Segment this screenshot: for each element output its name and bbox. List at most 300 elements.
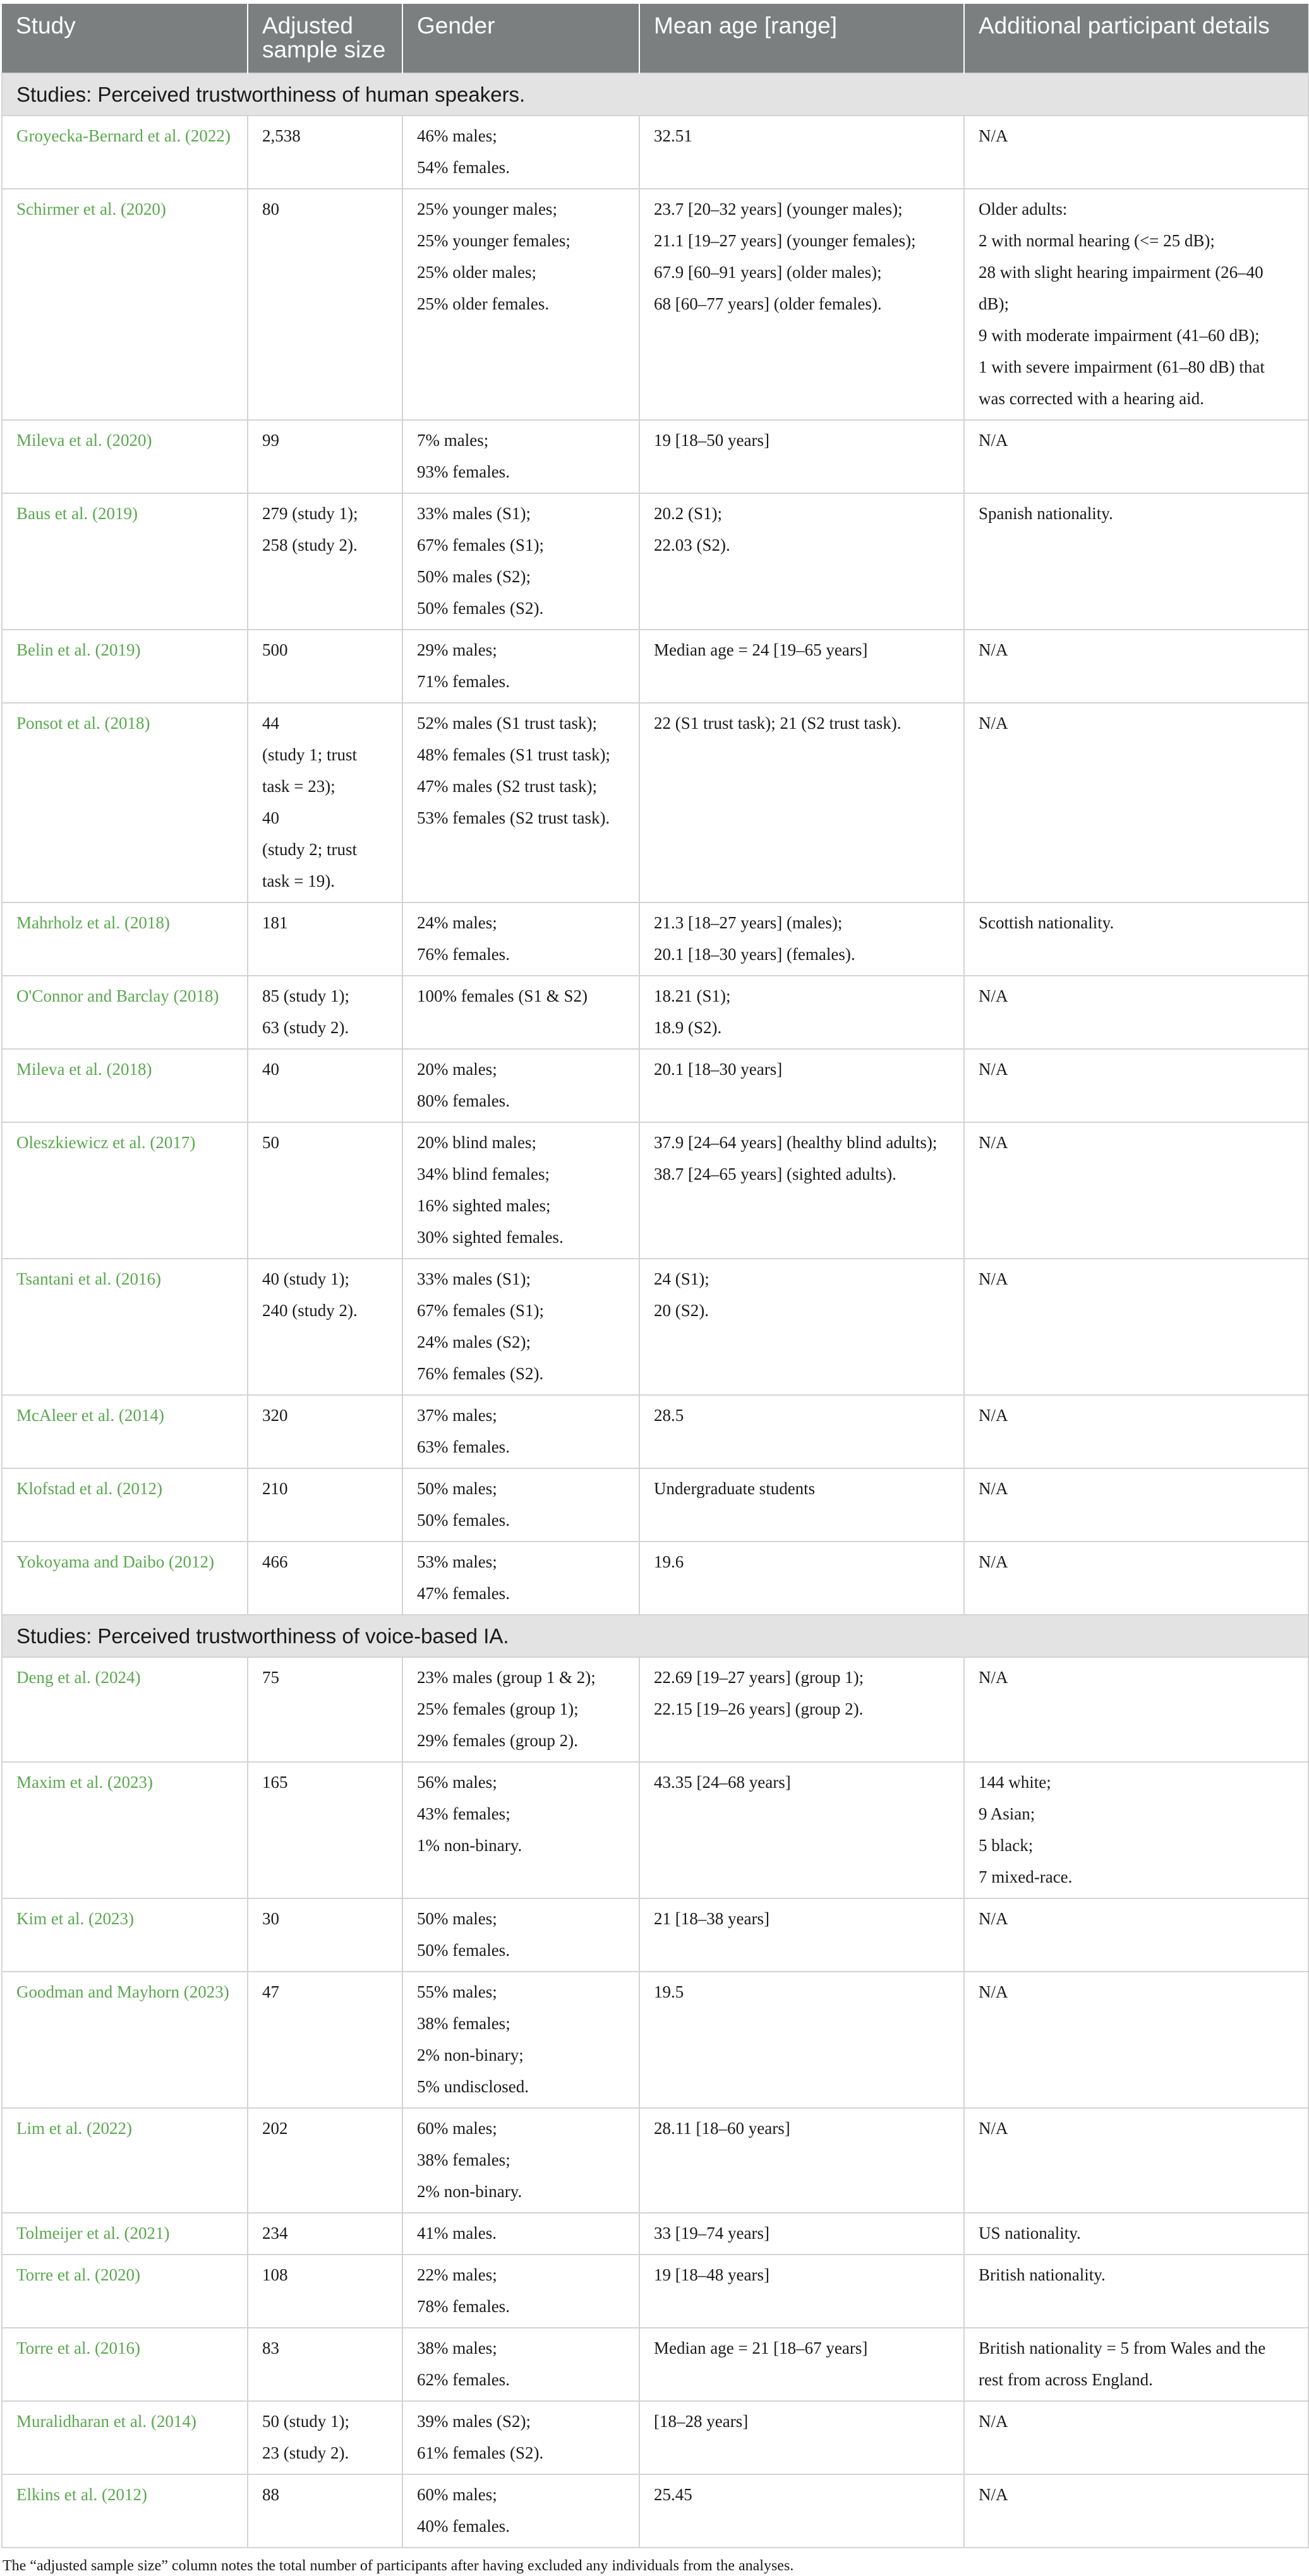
study-link[interactable]: Groyecka-Bernard et al. (2022) <box>2 116 248 189</box>
cell-line: 22.69 [19–27 years] (group 1); <box>654 1668 864 1687</box>
cell-gender <box>402 116 639 189</box>
cell-sample <box>248 2108 402 2213</box>
cell-gender <box>402 902 639 976</box>
cell-sample <box>248 703 402 902</box>
cell-line: 37% males; <box>417 1406 497 1425</box>
cell-line: 202 <box>262 2119 288 2138</box>
cell-line: 234 <box>262 2224 288 2243</box>
cell-line: 22.15 [19–26 years] (group 2). <box>654 1699 864 1718</box>
cell-line: N/A <box>979 431 1008 450</box>
cell-line: 37.9 [24–64 years] (healthy blind adults); <box>654 1133 938 1152</box>
table-row <box>2 1468 1308 1542</box>
cell-gender <box>402 2401 639 2474</box>
cell-line: 40 (study 1); <box>262 1269 349 1288</box>
cell-line: 99 <box>262 431 279 450</box>
cell-line: 5% undisclosed. <box>417 2077 529 2096</box>
cell-line: (study 2; trust task = 19). <box>262 840 358 890</box>
cell-sample <box>248 1049 402 1122</box>
cell-age <box>639 1122 964 1259</box>
cell-details <box>964 420 1308 493</box>
cell-line: N/A <box>979 2119 1008 2138</box>
cell-details <box>964 1542 1308 1615</box>
cell-details <box>964 2328 1308 2401</box>
cell-line: 60% males; <box>417 2485 497 2504</box>
cell-line: 40 <box>262 1060 279 1079</box>
study-link[interactable]: Schirmer et al. (2020) <box>2 189 248 420</box>
table-row <box>2 902 1308 976</box>
cell-line: 23% males (group 1 & 2); <box>417 1668 596 1687</box>
cell-details <box>964 2401 1308 2474</box>
cell-sample <box>248 1259 402 1395</box>
cell-age <box>639 420 964 493</box>
cell-line: 100% females (S1 & S2) <box>417 986 588 1005</box>
cell-line: 50 <box>262 1133 279 1152</box>
cell-line: British nationality = 5 from Wales and the rest from across England. <box>979 2339 1266 2389</box>
cell-line: 56% males; <box>417 1773 497 1792</box>
cell-age <box>639 1468 964 1542</box>
cell-details <box>964 1898 1308 1972</box>
cell-age <box>639 703 964 902</box>
cell-line: 47% females. <box>417 1584 510 1603</box>
cell-line: 50% males; <box>417 1479 497 1498</box>
study-link[interactable]: Baus et al. (2019) <box>2 493 248 630</box>
cell-line: N/A <box>979 2412 1008 2431</box>
cell-line: 320 <box>262 1406 288 1425</box>
cell-line: 5 black; <box>979 1836 1034 1855</box>
study-link[interactable]: Tsantani et al. (2016) <box>2 1259 248 1395</box>
cell-line: [18–28 years] <box>654 2412 749 2431</box>
cell-age <box>639 2474 964 2548</box>
table-row <box>2 976 1308 1049</box>
cell-line: N/A <box>979 1982 1008 2001</box>
cell-gender <box>402 1972 639 2108</box>
cell-line: 1% non-binary. <box>417 1836 522 1855</box>
cell-line: 20.2 (S1); <box>654 504 722 523</box>
study-link[interactable]: Mahrholz et al. (2018) <box>2 902 248 976</box>
cell-line: Older adults: <box>979 200 1068 219</box>
column-header-gender: Gender <box>402 4 639 73</box>
table-row <box>2 2474 1308 2548</box>
table-row <box>2 630 1308 703</box>
cell-line: 20% males; <box>417 1060 497 1079</box>
cell-sample <box>248 420 402 493</box>
table-row <box>2 1898 1308 1972</box>
cell-age <box>639 1542 964 1615</box>
cell-line: N/A <box>979 1668 1008 1687</box>
cell-gender <box>402 2213 639 2255</box>
cell-line: 67% females (S1); <box>417 1301 544 1320</box>
study-link[interactable]: Goodman and Mayhorn (2023) <box>2 1972 248 2108</box>
cell-line: 7 mixed-race. <box>979 1867 1073 1886</box>
cell-details <box>964 1657 1308 1762</box>
cell-gender <box>402 189 639 420</box>
table-row <box>2 1122 1308 1259</box>
cell-details <box>964 1972 1308 2108</box>
cell-line: Scottish nationality. <box>979 913 1114 932</box>
cell-line: 2 with normal hearing (<= 25 dB); <box>979 231 1215 250</box>
cell-line: 24% males (S2); <box>417 1333 531 1351</box>
cell-gender <box>402 703 639 902</box>
table-row <box>2 2213 1308 2255</box>
cell-line: N/A <box>979 2485 1008 2504</box>
cell-line: 24 (S1); <box>654 1269 709 1288</box>
cell-line: 18.21 (S1); <box>654 986 731 1005</box>
cell-line: 50% males (S2); <box>417 567 531 586</box>
cell-age <box>639 1049 964 1122</box>
cell-line: 53% males; <box>417 1552 497 1571</box>
cell-age <box>639 1972 964 2108</box>
cell-line: 50% females. <box>417 1941 510 1960</box>
cell-line: 25% younger females; <box>417 231 570 250</box>
cell-gender <box>402 2255 639 2328</box>
table-row <box>2 1657 1308 1762</box>
cell-gender <box>402 1395 639 1468</box>
study-link[interactable]: Klofstad et al. (2012) <box>2 1468 248 1542</box>
table-row <box>2 2255 1308 2328</box>
table-row <box>2 1259 1308 1395</box>
cell-sample <box>248 1395 402 1468</box>
cell-line: 20.1 [18–30 years] <box>654 1060 783 1079</box>
cell-line: 28.11 [18–60 years] <box>654 2119 790 2138</box>
cell-age <box>639 189 964 420</box>
cell-line: N/A <box>979 1269 1008 1288</box>
table-row <box>2 2108 1308 2213</box>
cell-sample <box>248 1657 402 1762</box>
cell-line: 25% younger males; <box>417 200 557 219</box>
table-row <box>2 1972 1308 2108</box>
cell-line: 108 <box>262 2265 288 2284</box>
cell-line: 33% males (S1); <box>417 1269 531 1288</box>
cell-line: 61% females (S2). <box>417 2443 544 2462</box>
section-title: Studies: Perceived trustworthiness of voice-based IA. <box>2 1615 1308 1657</box>
cell-line: 2% non-binary; <box>417 2046 524 2064</box>
cell-details <box>964 493 1308 630</box>
cell-line: 68 [60–77 years] (older females). <box>654 294 882 313</box>
cell-line: 20.1 [18–30 years] (females). <box>654 945 855 964</box>
cell-line: 29% males; <box>417 640 497 659</box>
cell-line: 210 <box>262 1479 288 1498</box>
cell-line: 23.7 [20–32 years] (younger males); <box>654 200 903 219</box>
cell-line: N/A <box>979 1479 1008 1498</box>
cell-age <box>639 1657 964 1762</box>
cell-gender <box>402 1657 639 1762</box>
cell-age <box>639 2255 964 2328</box>
cell-sample <box>248 1898 402 1972</box>
cell-sample <box>248 189 402 420</box>
table-row <box>2 189 1308 420</box>
cell-gender <box>402 1762 639 1898</box>
cell-sample <box>248 2255 402 2328</box>
study-link[interactable]: Lim et al. (2022) <box>2 2108 248 2213</box>
cell-sample <box>248 902 402 976</box>
cell-line: 20% blind males; <box>417 1133 536 1152</box>
cell-sample <box>248 976 402 1049</box>
cell-line: 40 <box>262 808 279 827</box>
section-header-row <box>2 1615 1308 1657</box>
cell-line: 28.5 <box>654 1406 684 1425</box>
cell-line: Undergraduate students <box>654 1479 816 1498</box>
table-row <box>2 2401 1308 2474</box>
cell-details <box>964 189 1308 420</box>
cell-gender <box>402 2328 639 2401</box>
cell-line: 29% females (group 2). <box>417 1731 578 1750</box>
cell-gender <box>402 1542 639 1615</box>
cell-sample <box>248 1542 402 1615</box>
cell-line: 1 with severe impairment (61–80 dB) that was corrected with a hearing aid. <box>979 357 1265 408</box>
cell-gender <box>402 1898 639 1972</box>
table-row <box>2 2328 1308 2401</box>
study-link[interactable]: Yokoyama and Daibo (2012) <box>2 1542 248 1615</box>
table-row <box>2 1542 1308 1615</box>
cell-line: British nationality. <box>979 2265 1106 2284</box>
study-link[interactable]: Torre et al. (2016) <box>2 2328 248 2401</box>
cell-line: 80% females. <box>417 1091 510 1110</box>
cell-sample <box>248 1762 402 1898</box>
cell-line: 44 <box>262 714 279 733</box>
cell-gender <box>402 1049 639 1122</box>
cell-line: 93% females. <box>417 462 510 481</box>
cell-line: 34% blind females; <box>417 1165 550 1183</box>
cell-sample <box>248 630 402 703</box>
cell-line: 28 with slight hearing impairment (26–40 dB); <box>979 263 1264 313</box>
cell-line: 83 <box>262 2339 279 2357</box>
column-header-study: Study <box>2 4 248 73</box>
cell-line: 41% males. <box>417 2224 497 2243</box>
cell-line: N/A <box>979 640 1008 659</box>
cell-line: 85 (study 1); <box>262 986 349 1005</box>
cell-line: 7% males; <box>417 431 489 450</box>
cell-line: 63 (study 2). <box>262 1018 349 1037</box>
cell-line: N/A <box>979 126 1008 145</box>
study-link[interactable]: Muralidharan et al. (2014) <box>2 2401 248 2474</box>
cell-line: 16% sighted males; <box>417 1196 551 1215</box>
cell-gender <box>402 420 639 493</box>
cell-line: 22% males; <box>417 2265 497 2284</box>
cell-age <box>639 2213 964 2255</box>
cell-gender <box>402 493 639 630</box>
cell-line: N/A <box>979 714 1008 733</box>
cell-details <box>964 1049 1308 1122</box>
study-link[interactable]: McAleer et al. (2014) <box>2 1395 248 1468</box>
cell-line: 30% sighted females. <box>417 1228 564 1247</box>
cell-line: 38% females; <box>417 2014 510 2033</box>
cell-line: 50% males; <box>417 1909 497 1928</box>
cell-details <box>964 1122 1308 1259</box>
cell-line: 33% males (S1); <box>417 504 531 523</box>
study-link[interactable]: Tolmeijer et al. (2021) <box>2 2213 248 2255</box>
cell-details <box>964 1259 1308 1395</box>
table-row <box>2 420 1308 493</box>
cell-details <box>964 116 1308 189</box>
table-row <box>2 1049 1308 1122</box>
cell-line: US nationality. <box>979 2224 1081 2243</box>
study-link[interactable]: Belin et al. (2019) <box>2 630 248 703</box>
cell-line: 20 (S2). <box>654 1301 709 1320</box>
cell-line: 18.9 (S2). <box>654 1018 722 1037</box>
cell-line: 33 [19–74 years] <box>654 2224 769 2243</box>
cell-age <box>639 2108 964 2213</box>
cell-line: 2% non-binary. <box>417 2182 522 2201</box>
study-link[interactable]: Mileva et al. (2020) <box>2 420 248 493</box>
cell-sample <box>248 2328 402 2401</box>
cell-gender <box>402 630 639 703</box>
cell-age <box>639 2328 964 2401</box>
cell-line: 19 [18–50 years] <box>654 431 769 450</box>
study-link[interactable]: O'Connor and Barclay (2018) <box>2 976 248 1049</box>
cell-age <box>639 1762 964 1898</box>
study-link[interactable]: Deng et al. (2024) <box>2 1657 248 1762</box>
section-title: Studies: Perceived trustworthiness of human speakers. <box>2 73 1308 116</box>
study-link[interactable]: Ponsot et al. (2018) <box>2 703 248 902</box>
cell-line: N/A <box>979 1406 1008 1425</box>
cell-line: 22.03 (S2). <box>654 536 730 554</box>
cell-sample <box>248 1972 402 2108</box>
cell-details <box>964 630 1308 703</box>
cell-line: (study 1; trust task = 23); <box>262 745 358 796</box>
cell-line: 21.3 [18–27 years] (males); <box>654 913 843 932</box>
column-header-sample-size: Adjusted sample size <box>248 4 402 73</box>
cell-line: 258 (study 2). <box>262 536 358 554</box>
cell-line: 466 <box>262 1552 288 1571</box>
cell-gender <box>402 1122 639 1259</box>
cell-line: N/A <box>979 1133 1008 1152</box>
column-header-details: Additional participant details <box>964 4 1308 73</box>
cell-age <box>639 2401 964 2474</box>
cell-line: 240 (study 2). <box>262 1301 358 1320</box>
cell-line: 50 (study 1); <box>262 2412 349 2431</box>
cell-line: 25% females (group 1); <box>417 1699 579 1718</box>
cell-line: 38% females; <box>417 2150 510 2169</box>
study-link[interactable]: Mileva et al. (2018) <box>2 1049 248 1122</box>
cell-line: 165 <box>262 1773 288 1792</box>
cell-line: 71% females. <box>417 672 510 691</box>
cell-line: 22 (S1 trust task); 21 (S2 trust task). <box>654 714 902 733</box>
cell-line: 47% males (S2 trust task); <box>417 777 597 796</box>
study-link[interactable]: Torre et al. (2020) <box>2 2255 248 2328</box>
cell-line: 48% females (S1 trust task); <box>417 745 610 764</box>
cell-line: 78% females. <box>417 2297 510 2316</box>
section-header-row <box>2 73 1308 116</box>
cell-details <box>964 1762 1308 1898</box>
cell-age <box>639 1395 964 1468</box>
cell-line: 67.9 [60–91 years] (older males); <box>654 263 882 282</box>
cell-sample <box>248 116 402 189</box>
table-row <box>2 703 1308 902</box>
cell-gender <box>402 1468 639 1542</box>
cell-line: 30 <box>262 1909 279 1928</box>
cell-line: 19 [18–48 years] <box>654 2265 769 2284</box>
cell-line: 9 with moderate impairment (41–60 dB); <box>979 326 1260 345</box>
cell-line: 21 [18–38 years] <box>654 1909 769 1928</box>
cell-line: Median age = 24 [19–65 years] <box>654 640 868 659</box>
cell-line: N/A <box>979 1909 1008 1928</box>
cell-age <box>639 1259 964 1395</box>
table-row <box>2 116 1308 189</box>
cell-sample <box>248 493 402 630</box>
cell-line: 50% females (S2). <box>417 599 544 618</box>
cell-line: 24% males; <box>417 913 497 932</box>
cell-line: 2,538 <box>262 126 301 145</box>
cell-sample <box>248 2474 402 2548</box>
cell-line: 39% males (S2); <box>417 2412 531 2431</box>
cell-line: 38% males; <box>417 2339 497 2357</box>
cell-details <box>964 976 1308 1049</box>
cell-line: 47 <box>262 1982 279 2001</box>
cell-line: 9 Asian; <box>979 1804 1035 1823</box>
cell-line: 67% females (S1); <box>417 536 544 554</box>
table-body <box>2 73 1308 2548</box>
participants-table <box>1 4 1309 2548</box>
cell-line: 19.6 <box>654 1552 684 1571</box>
cell-line: 279 (study 1); <box>262 504 358 523</box>
study-link[interactable]: Elkins et al. (2012) <box>2 2474 248 2548</box>
cell-gender <box>402 2108 639 2213</box>
cell-line: 25% older females. <box>417 294 550 313</box>
cell-sample <box>248 1468 402 1542</box>
cell-age <box>639 1898 964 1972</box>
cell-details <box>964 703 1308 902</box>
cell-line: 21.1 [19–27 years] (younger females); <box>654 231 916 250</box>
cell-line: 144 white; <box>979 1773 1051 1792</box>
cell-line: 60% males; <box>417 2119 497 2138</box>
cell-line: 43.35 [24–68 years] <box>654 1773 791 1792</box>
cell-line: 80 <box>262 200 279 219</box>
cell-line: 53% females (S2 trust task). <box>417 808 610 827</box>
cell-line: 25.45 <box>654 2485 692 2504</box>
cell-line: 50% females. <box>417 1511 510 1530</box>
cell-line: Median age = 21 [18–67 years] <box>654 2339 868 2357</box>
cell-line: 75 <box>262 1668 279 1687</box>
cell-line: 76% females. <box>417 945 510 964</box>
cell-gender <box>402 2474 639 2548</box>
cell-details <box>964 1395 1308 1468</box>
table-row <box>2 1762 1308 1898</box>
cell-line: 181 <box>262 913 288 932</box>
study-link[interactable]: Oleszkiewicz et al. (2017) <box>2 1122 248 1259</box>
cell-gender <box>402 976 639 1049</box>
table-row <box>2 1395 1308 1468</box>
table-footnote: The “adjusted sample size” column notes the total number of participants after having excluded any individuals from the analyses. <box>3 2558 794 2574</box>
table-row <box>2 493 1308 630</box>
cell-line: 54% females. <box>417 158 510 177</box>
cell-line: 76% females (S2). <box>417 1364 544 1383</box>
cell-line: 46% males; <box>417 126 497 145</box>
cell-line: 25% older males; <box>417 263 536 282</box>
cell-line: N/A <box>979 986 1008 1005</box>
cell-line: 38.7 [24–65 years] (sighted adults). <box>654 1165 896 1183</box>
cell-line: 23 (study 2). <box>262 2443 349 2462</box>
cell-line: 43% females; <box>417 1804 510 1823</box>
cell-sample <box>248 2401 402 2474</box>
cell-line: 62% females. <box>417 2370 510 2389</box>
study-link[interactable]: Kim et al. (2023) <box>2 1898 248 1972</box>
cell-sample <box>248 2213 402 2255</box>
cell-age <box>639 116 964 189</box>
cell-gender <box>402 1259 639 1395</box>
cell-age <box>639 630 964 703</box>
cell-line: 32.51 <box>654 126 692 145</box>
cell-details <box>964 2255 1308 2328</box>
column-header-mean-age: Mean age [range] <box>639 4 964 73</box>
cell-line: Spanish nationality. <box>979 504 1113 523</box>
cell-details <box>964 2474 1308 2548</box>
cell-line: 63% females. <box>417 1437 510 1456</box>
cell-line: 19.5 <box>654 1982 684 2001</box>
cell-line: 52% males (S1 trust task); <box>417 714 597 733</box>
study-link[interactable]: Maxim et al. (2023) <box>2 1762 248 1898</box>
cell-age <box>639 493 964 630</box>
cell-details <box>964 2108 1308 2213</box>
